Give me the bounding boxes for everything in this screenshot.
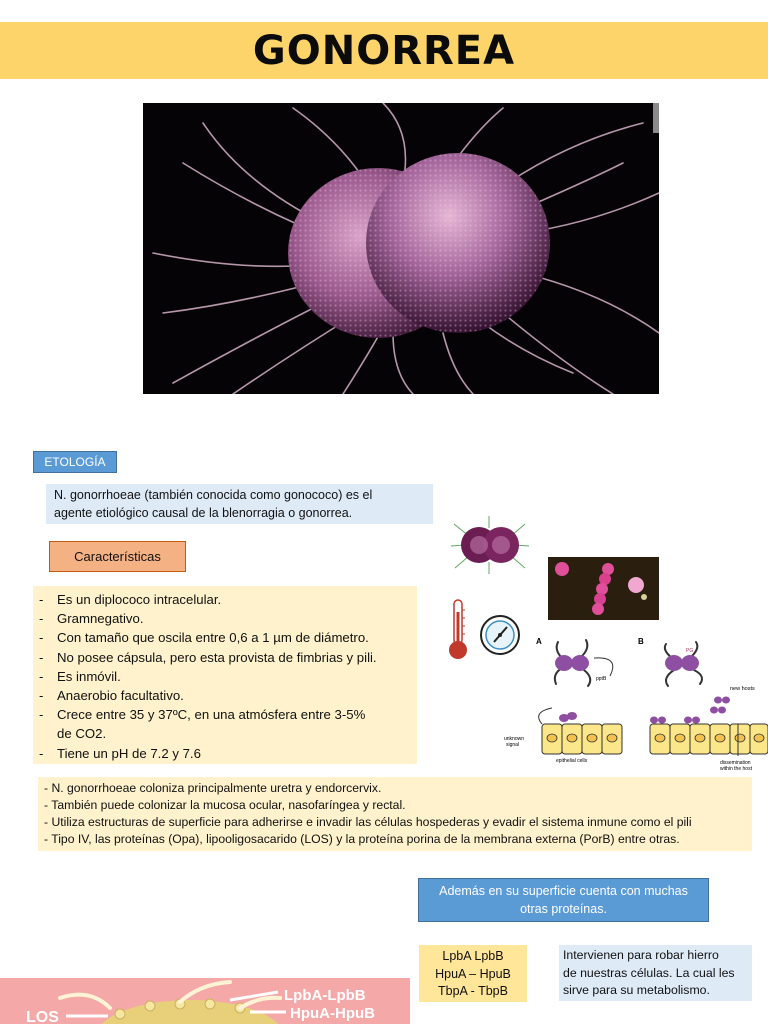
diagram-pg-label: PG — [686, 648, 694, 654]
definition-box — [46, 484, 433, 524]
diplococcus-thumbnail — [449, 514, 531, 576]
page-title: GONORREA — [252, 27, 516, 74]
diagram-within-host-label: within the host — [720, 766, 752, 772]
note-line: - También puede colonizar la mucosa ocular, nasofaríngea y rectal. — [44, 798, 406, 812]
list-item-text: Anaerobio facultativo. — [57, 688, 184, 704]
list-item-text: Tiene un pH de 7.2 y 7.6 — [57, 745, 201, 761]
protein-line: TbpA - TbpB — [438, 984, 508, 998]
hierro-line: de nuestras células. La cual les — [563, 965, 735, 980]
ademas-line: Además en su superficie cuenta con muchas — [439, 884, 688, 898]
note-line: - Tipo IV, las proteínas (Opa), lipooligosacarido (LOS) y la proteína porina de la membrana externa (PorB) entre otras. — [44, 832, 680, 846]
diagram-label-a: A — [536, 637, 542, 646]
title-bar — [0, 22, 768, 79]
hpua-label: HpuA-HpuB — [290, 1005, 375, 1022]
proteins-box — [419, 945, 527, 1002]
hierro-line: Intervienen para robar hierro — [563, 948, 719, 962]
hero-microscopy-image — [143, 103, 659, 394]
hierro-line: sirve para su metabolismo. — [563, 983, 710, 997]
list-item: - Anaerobio facultativo. — [39, 686, 411, 705]
protein-line: LpbA LpbB — [442, 949, 504, 963]
diagram-epithelial-label: epithelial cells — [556, 758, 588, 764]
thermometer-icon — [446, 598, 470, 662]
list-item: - Es un diplococo intracelular. — [39, 590, 411, 609]
list-item: - Tiene un pH de 7.2 y 7.6 — [39, 744, 411, 763]
list-item-text: Es un diplococo intracelular. — [57, 592, 222, 607]
list-item-text: Es inmóvil. — [57, 668, 121, 684]
caracteristicas-list — [33, 586, 417, 764]
los-label: LOS — [26, 1009, 59, 1024]
ademas-box — [418, 878, 709, 922]
diagram-unknown-label: unknown — [504, 736, 525, 742]
definition-line: N. gonorrhoeae (también conocida como gonococo) es el — [54, 488, 373, 502]
list-item: - Gramnegativo. — [39, 609, 411, 628]
notes-box — [38, 777, 752, 851]
protein-line: HpuA – HpuB — [435, 966, 511, 981]
list-item: - No posee cápsula, pero esta provista de fimbrias y pili. — [39, 648, 411, 667]
caracteristicas-tag: Características — [49, 541, 186, 572]
diagram-pptb-label: pptB — [596, 676, 607, 682]
list-item-line: Crece entre 35 y 37ºC, en una atmósfera entre 3-5% — [57, 707, 366, 723]
definition-line: agente etiológico causal de la blenorragia o gonorrea. — [54, 506, 353, 520]
list-item-text: No posee cápsula, pero esta provista de fimbrias y pili. — [57, 649, 377, 665]
diagram-signal-label: signal — [506, 742, 520, 748]
list-item-text: Con tamaño que oscila entre 0,6 a 1 µm de diámetro. — [57, 630, 369, 646]
diagram-new-hosts-label: new hosts — [730, 686, 755, 692]
note-line: - Utiliza estructuras de superficie para adherirse e invadir las células hospederas y evadir el sistema inmune como el pili — [44, 815, 692, 829]
etologia-tag: ETOLOGÍA — [33, 451, 117, 473]
diagram-dissemination-label: dissemination — [720, 760, 751, 766]
list-item-text — [57, 705, 365, 743]
microscopy-thumbnail — [548, 557, 659, 620]
lpba-label: LpbA-LpbB — [284, 987, 366, 1004]
bacteria-illustration — [143, 103, 659, 394]
list-item: - Con tamaño que oscila entre 0,6 a 1 µm de diámetro. — [39, 628, 411, 647]
diagram-label-b: B — [638, 637, 644, 646]
hierro-box — [559, 945, 752, 1001]
ademas-line: otras proteínas. — [520, 902, 607, 916]
infection-diagram — [502, 628, 768, 776]
list-item-text: Gramnegativo. — [57, 611, 144, 627]
list-item: - Crece entre 35 y 37ºC, en una atmósfera entre 3-5% de CO2. — [39, 705, 411, 743]
note-line: - N. gonorrhoeae coloniza principalmente uretra y endorcervix. — [44, 781, 382, 795]
list-item: - Es inmóvil. — [39, 667, 411, 686]
surface-proteins-diagram — [0, 978, 410, 1024]
surface-proteins-illustration — [0, 978, 410, 1024]
list-item-line: de CO2. — [57, 726, 107, 742]
